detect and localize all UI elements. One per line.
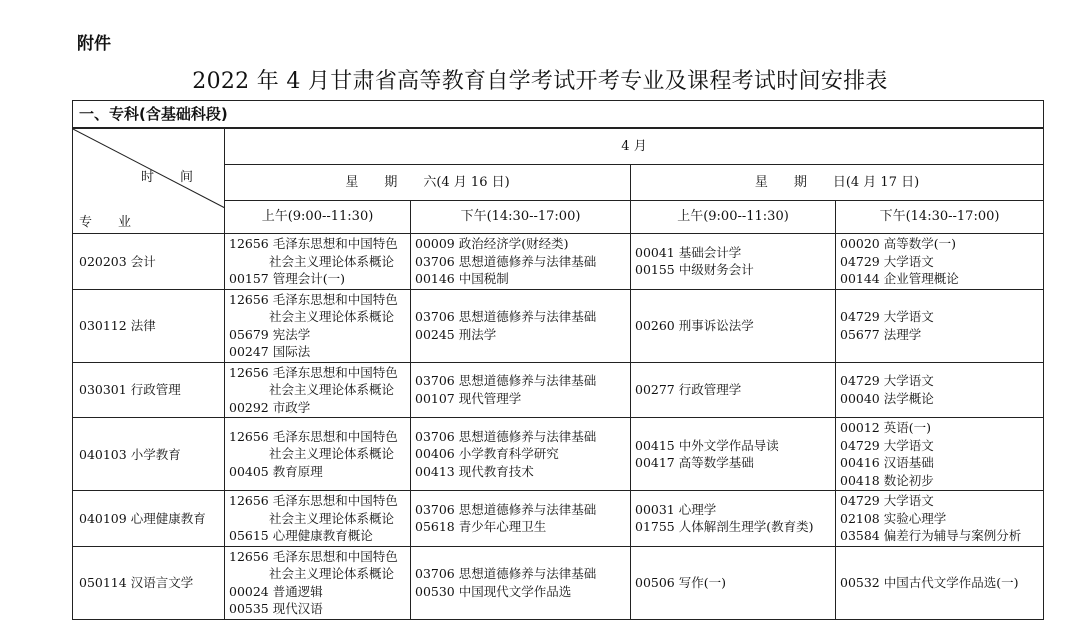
course-line: 00260 刑事诉讼法学: [635, 317, 754, 333]
course-line: 00146 中国税制: [415, 271, 509, 286]
table-row: [73, 362, 1044, 418]
course-line: 00041 基础会计学: [635, 244, 742, 260]
course-cell-sat-am: [225, 362, 411, 418]
course-line: 05679 宪法学: [229, 326, 311, 342]
course-cell-sat-pm: [411, 418, 631, 491]
course-line: 12656 毛泽东思想和中国特色: [229, 364, 398, 380]
slot-header-sat-am: 上午(9:00--11:30): [225, 200, 411, 233]
month-header: 4 月: [225, 128, 1044, 165]
major-name-cell: 050114 汉语言文学: [73, 546, 225, 619]
day-header-saturday: 星 期 六(4 月 16 日): [225, 165, 631, 201]
course-line: 00277 行政管理学: [635, 382, 742, 397]
course-line: 00406 小学教育科学研究: [415, 446, 559, 462]
header-corner-cell: [73, 128, 225, 234]
course-line: 社会主义理论体系概论: [269, 382, 395, 397]
course-line: 02108 实验心理学: [840, 510, 947, 526]
major-name-cell: 030301 行政管理: [73, 362, 225, 418]
major-name-cell: 040103 小学教育: [73, 418, 225, 491]
table-row: [73, 289, 1044, 362]
course-line: 00530 中国现代文学作品选: [415, 583, 572, 599]
course-line: 社会主义理论体系概论: [269, 253, 395, 269]
course-line: 04729 大学语文: [840, 373, 934, 389]
course-cell-sat-am: [225, 418, 411, 491]
course-cell-sun-am: [631, 418, 836, 491]
course-line: 00532 中国古代文学作品选(一): [840, 574, 1019, 590]
table-row: [73, 491, 1044, 547]
course-line: 社会主义理论体系概论: [269, 309, 395, 324]
course-cell-sun-am: [631, 491, 836, 547]
course-line: 00040 法学概论: [840, 390, 934, 406]
course-line: 03706 思想道德修养与法律基础: [415, 309, 597, 324]
course-cell-sat-am: [225, 546, 411, 619]
course-line: 00144 企业管理概论: [840, 271, 959, 286]
course-line: 01755 人体解剖生理学(教育类): [635, 519, 814, 535]
course-cell-sat-am: [225, 289, 411, 362]
page-title: 2022 年 4 月甘肃省高等教育自学考试开考专业及课程考试时间安排表: [192, 69, 888, 94]
course-line: 03706 思想道德修养与法律基础: [415, 428, 597, 444]
course-line: 00506 写作(一): [635, 574, 726, 590]
corner-major-label: 专业: [79, 215, 158, 230]
course-cell-sat-am: [225, 491, 411, 547]
course-line: 04729 大学语文: [840, 253, 934, 269]
slot-header-sat-pm: 下午(14:30--17:00): [411, 200, 631, 233]
course-line: 00155 中级财务会计: [635, 262, 754, 278]
course-cell-sun-am: [631, 289, 836, 362]
major-name-cell: 030112 法律: [73, 289, 225, 362]
course-cell-sun-am: [631, 234, 836, 290]
course-line: 社会主义理论体系概论: [269, 510, 395, 526]
course-line: 00012 英语(一): [840, 420, 931, 435]
course-cell-sun-pm: [836, 418, 1044, 491]
course-line: 00405 教育原理: [229, 463, 323, 479]
course-line: 03706 思想道德修养与法律基础: [415, 501, 597, 517]
major-name-cell: 040109 心理健康教育: [73, 491, 225, 547]
course-line: 00024 普通逻辑: [229, 583, 323, 599]
course-cell-sun-pm: [836, 289, 1044, 362]
course-cell-sat-am: [225, 234, 411, 290]
course-cell-sat-pm: [411, 546, 631, 619]
course-cell-sun-am: [631, 546, 836, 619]
major-name-cell: 020203 会计: [73, 234, 225, 290]
course-line: 12656 毛泽东思想和中国特色: [229, 428, 398, 444]
slot-header-sun-pm: 下午(14:30--17:00): [836, 200, 1044, 233]
course-cell-sun-pm: [836, 491, 1044, 547]
course-line: 00418 数论初步: [840, 472, 934, 488]
course-line: 00020 高等数学(一): [840, 236, 956, 251]
course-cell-sat-pm: [411, 234, 631, 290]
exam-schedule-table: [72, 100, 1044, 620]
section-title: 一、专科(含基础科段): [73, 101, 1044, 129]
course-cell-sun-pm: [836, 362, 1044, 418]
schedule-body: [73, 234, 1044, 620]
course-line: 00417 高等数学基础: [635, 455, 754, 470]
course-line: 00416 汉语基础: [840, 455, 934, 470]
course-line: 05677 法理学: [840, 326, 922, 342]
course-line: 00247 国际法: [229, 344, 311, 359]
course-line: 00415 中外文学作品导读: [635, 437, 779, 453]
table-row: [73, 546, 1044, 619]
table-row: [73, 418, 1044, 491]
course-cell-sat-pm: [411, 289, 631, 362]
course-line: 社会主义理论体系概论: [269, 566, 395, 581]
course-line: 00535 现代汉语: [229, 601, 323, 616]
course-line: 04729 大学语文: [840, 437, 934, 453]
course-line: 12656 毛泽东思想和中国特色: [229, 548, 398, 564]
corner-time-label: 时间: [141, 170, 220, 185]
course-line: 05618 青少年心理卫生: [415, 519, 547, 535]
course-line: 05615 心理健康教育概论: [229, 528, 373, 543]
course-line: 03706 思想道德修养与法律基础: [415, 566, 597, 581]
course-line: 04729 大学语文: [840, 493, 934, 508]
course-line: 12656 毛泽东思想和中国特色: [229, 291, 398, 307]
day-header-sunday: 星 期 日(4 月 17 日): [631, 165, 1044, 201]
course-cell-sun-pm: [836, 546, 1044, 619]
course-line: 00009 政治经济学(财经类): [415, 236, 569, 251]
course-line: 00031 心理学: [635, 501, 717, 517]
course-line: 03706 思想道德修养与法律基础: [415, 253, 597, 269]
slot-header-sun-am: 上午(9:00--11:30): [631, 200, 836, 233]
course-line: 12656 毛泽东思想和中国特色: [229, 236, 398, 251]
course-cell-sat-pm: [411, 491, 631, 547]
course-line: 00292 市政学: [229, 399, 311, 415]
course-line: 03706 思想道德修养与法律基础: [415, 373, 597, 389]
attachment-label: 附件: [77, 34, 111, 54]
course-line: 社会主义理论体系概论: [269, 446, 395, 462]
course-cell-sun-am: [631, 362, 836, 418]
course-line: 00413 现代教育技术: [415, 463, 534, 479]
course-cell-sat-pm: [411, 362, 631, 418]
table-row: [73, 234, 1044, 290]
course-cell-sun-pm: [836, 234, 1044, 290]
course-line: 04729 大学语文: [840, 309, 934, 324]
course-line: 00107 现代管理学: [415, 390, 522, 406]
course-line: 00157 管理会计(一): [229, 271, 345, 286]
course-line: 00245 刑法学: [415, 326, 497, 342]
course-line: 03584 偏差行为辅导与案例分析: [840, 528, 1022, 543]
course-line: 12656 毛泽东思想和中国特色: [229, 493, 398, 508]
